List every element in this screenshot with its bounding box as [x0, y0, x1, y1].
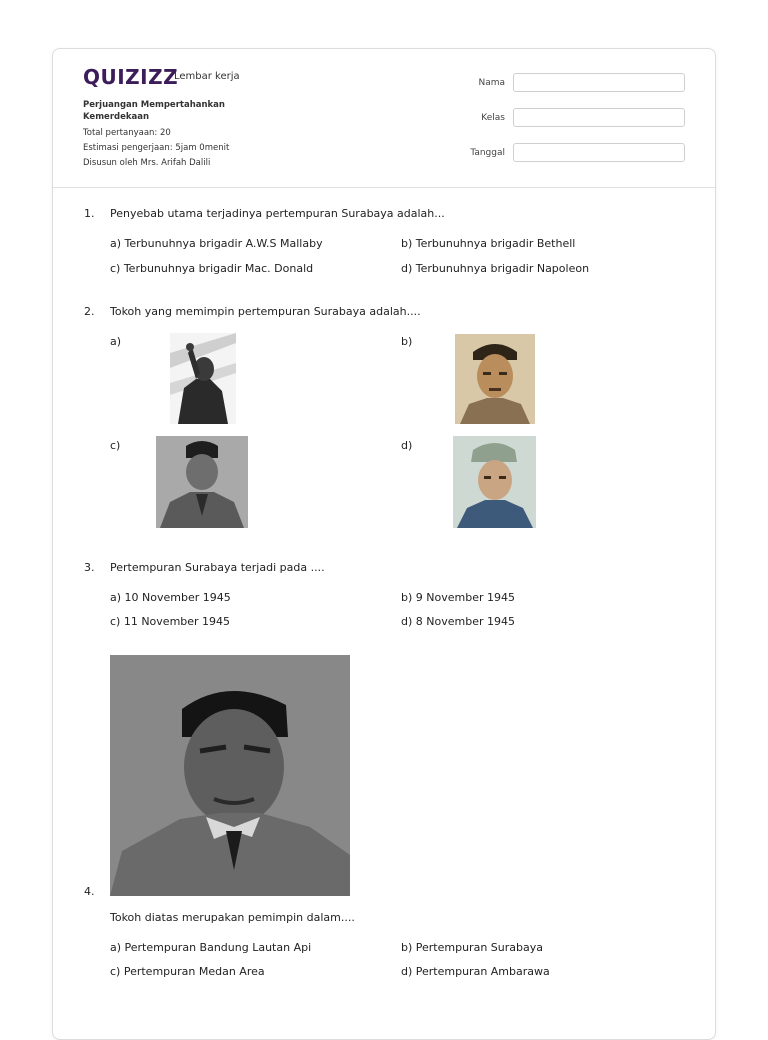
question-2	[84, 305, 421, 318]
question-number: 2.	[84, 305, 95, 318]
q4-option-a[interactable]: a) Pertempuran Bandung Lautan Api	[110, 941, 312, 954]
question-3	[84, 561, 325, 574]
name-label: Nama	[478, 77, 505, 88]
q2-option-c-photo	[156, 436, 248, 528]
author: Disusun oleh Mrs. Arifah Dalili	[83, 158, 211, 168]
q3-option-c[interactable]: c) 11 November 1945	[110, 615, 231, 628]
question-text: Penyebab utama terjadinya pertempuran Surabaya adalah...	[110, 207, 445, 220]
question-text: Pertempuran Surabaya terjadi pada ....	[110, 561, 325, 574]
q1-option-c[interactable]: c) Terbunuhnya brigadir Mac. Donald	[110, 262, 314, 275]
question-4-number: 4.	[84, 885, 95, 898]
q4-option-d[interactable]: d) Pertempuran Ambarawa	[401, 965, 550, 978]
q1-option-b[interactable]: b) Terbunuhnya brigadir Bethell	[401, 237, 576, 250]
q4-option-b[interactable]: b) Pertempuran Surabaya	[401, 941, 543, 954]
class-input[interactable]	[513, 108, 685, 127]
date-field-row	[470, 143, 685, 162]
q1-option-d[interactable]: d) Terbunuhnya brigadir Napoleon	[401, 262, 590, 275]
name-input[interactable]	[513, 73, 685, 92]
q4-option-c[interactable]: c) Pertempuran Medan Area	[110, 965, 265, 978]
q2-option-a-photo	[170, 333, 236, 424]
class-field-row	[470, 108, 685, 127]
worksheet-header	[53, 49, 715, 188]
date-label: Tanggal	[470, 147, 505, 158]
class-label: Kelas	[481, 112, 505, 123]
worksheet-label: Lembar kerja	[174, 71, 240, 82]
name-field-row	[470, 73, 685, 92]
question-number: 1.	[84, 207, 95, 220]
q2-option-d-photo	[453, 436, 536, 528]
q3-option-a[interactable]: a) 10 November 1945	[110, 591, 231, 604]
q3-option-b[interactable]: b) 9 November 1945	[401, 591, 515, 604]
q2-option-b-label[interactable]: b)	[401, 335, 413, 348]
q4-portrait-photo	[110, 655, 350, 896]
date-input[interactable]	[513, 143, 685, 162]
time-estimate: Estimasi pengerjaan: 5jam 0menit	[83, 143, 230, 153]
q2-option-c-label[interactable]: c)	[110, 439, 121, 452]
worksheet-meta	[83, 99, 283, 171]
student-fields	[470, 73, 685, 178]
quizizz-logo: QUIZIZZ	[83, 65, 179, 89]
q3-option-d[interactable]: d) 8 November 1945	[401, 615, 515, 628]
question-1	[84, 207, 445, 220]
q2-option-b-photo	[455, 334, 535, 424]
worksheet-title: Perjuangan Mempertahankan Kemerdekaan	[83, 100, 225, 122]
q2-option-d-label[interactable]: d)	[401, 439, 413, 452]
q1-option-a[interactable]: a) Terbunuhnya brigadir A.W.S Mallaby	[110, 237, 323, 250]
question-text: Tokoh yang memimpin pertempuran Surabaya adalah....	[110, 305, 421, 318]
question-4-text: Tokoh diatas merupakan pemimpin dalam....	[110, 911, 355, 924]
question-number: 3.	[84, 561, 95, 574]
q2-option-a-label[interactable]: a)	[110, 335, 122, 348]
total-questions: Total pertanyaan: 20	[83, 128, 171, 138]
